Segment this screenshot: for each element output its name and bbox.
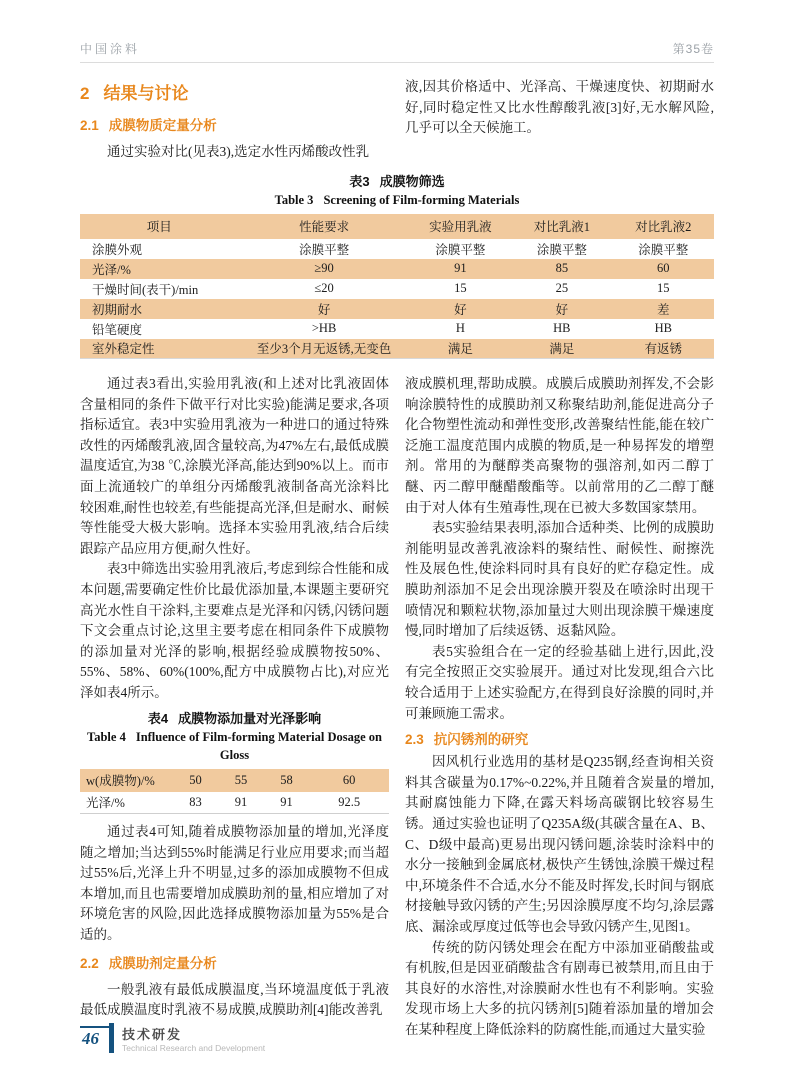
section-2-3-title: 抗闪锈剂的研究 xyxy=(433,732,529,748)
table4-title-en-line2: Gloss xyxy=(219,747,250,762)
intro-left-column xyxy=(80,63,389,163)
section-2-1-number: 2.1 xyxy=(80,118,99,133)
section-2-1-title: 成膜物质定量分析 xyxy=(108,118,217,133)
table-row: 初期耐水 好 好 好 差 xyxy=(80,299,714,319)
paragraph: 通过表4可知,随着成膜物添加量的增加,光泽度随之增加;当达到55%时能满足行业应用要求;而当超过55%后,光泽上升不明显,过多的添加成膜物不但成本增加,而且也需要增加成膜助剂的量,相应增加了对环境危害的风险,因此选择成膜物添加量为55%是合适的。 xyxy=(80,824,389,943)
section-2-title: 结果与讨论 xyxy=(103,84,189,103)
table3-block xyxy=(80,173,714,360)
section-2-number: 2 xyxy=(80,84,90,103)
section-2-2-title: 成膜助剂定量分析 xyxy=(108,955,217,971)
footer-section-cn: 技术研发 xyxy=(122,1026,183,1042)
journal-name: 中国涂料 xyxy=(80,42,141,56)
section-2-2-number: 2.2 xyxy=(80,955,99,971)
section-2-3-number: 2.3 xyxy=(405,732,424,748)
left-column xyxy=(80,374,389,1040)
section-2-heading xyxy=(80,79,389,104)
paragraph: 因风机行业选用的基材是Q235钢,经查询相关资料其含碳量为0.17%~0.22%,并且随着含炭量的增加,其耐腐蚀能力下降,在露天料场高碳钢比较容易生锈。通过实验也证明了Q235A级(其碳含量在A、B、C、D级中最高)更易出现闪锈问题,涂装时涂料中的水分一接触到金属底材,极快产生锈蚀,涂膜干燥过程中,环境条件不合适,水分不能及时挥发,长时间与钢底材接触导致闪锈的产生;另因涂膜厚度不均匀,涂层露底、漏涂或厚度过低等也会导致闪锈产生,见图1。 xyxy=(405,754,714,934)
table3 xyxy=(80,214,714,360)
table-row: 光泽/% 83 91 91 92.5 xyxy=(86,794,361,811)
paragraph: 表5实验组合在一定的经验基础上进行,因此,没有完全按照正交实验展开。通过对比发现,组合六比较合适用于上述实验配方,在得到良好涂膜的同时,并可兼顾施工需求。 xyxy=(405,643,714,721)
page-number: 46 xyxy=(80,1026,109,1051)
page-footer xyxy=(80,1023,265,1053)
table3-title-cn: 表3 成膜物筛选 xyxy=(349,173,445,189)
table-row: 铅笔硬度 >HB H HB HB xyxy=(92,321,672,337)
paragraph: 一般乳液有最低成膜温度,当环境温度低于乳液最低成膜温度时乳液不易成膜,成膜助剂[4]能改善乳 xyxy=(80,981,389,1018)
paragraph: 传统的防闪锈处理会在配方中添加亚硝酸盐或有机胺,但是因亚硝酸盐含有剧毒已被禁用,而且由于其良好的水溶性,对涂膜耐水性也有不利影响。实验发现市场上大多的抗闪锈剂[5]随着添加量的增加会在某种程度上降低涂料的防腐性能,而通过大量实验 xyxy=(405,939,714,1037)
section-2-3-heading xyxy=(405,728,714,748)
right-column xyxy=(405,374,714,1040)
table-row: 涂膜外观 涂膜平整 涂膜平整 涂膜平整 涂膜平整 xyxy=(92,242,689,257)
table3-header-row: 项目 性能要求 实验用乳液 对比乳液1 对比乳液2 xyxy=(80,214,714,239)
intro-right-column xyxy=(405,63,714,163)
table4-title-cn: 表4 成膜物添加量对光泽影响 xyxy=(147,710,322,726)
table3-title-en: Table 3 Screening of Film-forming Materials xyxy=(274,192,520,207)
paragraph: 液成膜机理,帮助成膜。成膜后成膜助剂挥发,不会影响涂膜特性的成膜助剂又称聚结助剂,能促进高分子化合物塑性流动和弹性变形,改善聚结性能,能在较广泛施工温度范围内成膜的物质,是一种易挥发的增塑剂。常用的为醚醇类高聚物的强溶剂,如丙二醇丁醚、丙二醇甲醚醋酸酯等。以前常用的乙二醇丁醚由于对人体有生殖毒性,现在已被大多数国家禁用。 xyxy=(405,376,714,515)
table-row: 室外稳定性 至少3个月无返锈,无变色 满足 满足 有返锈 xyxy=(80,339,714,359)
volume-label: 第35卷 xyxy=(672,42,714,56)
footer-section xyxy=(122,1024,265,1053)
table4 xyxy=(80,769,389,815)
main-row xyxy=(80,374,714,1040)
paragraph: 表5实验结果表明,添加合适种类、比例的成膜助剂能明显改善乳液涂料的聚结性、耐候性、耐擦洗性及展色性,使涂料同时具有良好的贮存稳定性。成膜助剂添加不足会出现涂膜开裂及在喷涂时出现干喷情况和颗粒状物,添加量过大则出现涂膜干燥速度慢,同时增加了后续返锈、返黏风险。 xyxy=(405,520,714,639)
table4-title-en: Table 4 Influence of Film-forming Material Dosage on xyxy=(87,729,382,744)
paragraph: 通过表3看出,实验用乳液(和上述对比乳液固体含量相同的条件下做平行对比实验)能满足要求,各项指标适宜。表3中实验用乳液为一种进口的通过特殊改性的丙烯酸乳液,固含量较高,为47%左右,最低成膜温度适宜,为38 ℃,涂膜光泽高,能达到90%以上。而市面上流通较广的单组分丙烯酸乳液制备高光涂料比较困难,耐性也较差,有些能提高光泽,但是耐水、耐候等性能受大极大影响。选择本实验用乳液,结合后续跟踪产品应用方便,耐久性好。 xyxy=(80,376,389,556)
table4-header-row: w(成膜物)/% 50 55 58 60 xyxy=(80,769,389,792)
footer-section-en: Technical Research and Development xyxy=(122,1042,266,1053)
paragraph: 液,因其价格适中、光泽高、干燥速度快、初期耐水好,同时稳定性又比水性醇酸乳液[3]好,无水解风险,几乎可以全天候施工。 xyxy=(405,79,714,136)
paragraph: 表3中筛选出实验用乳液后,考虑到综合性能和成本问题,需要确定性价比最优添加量,本课题主要研究高光水性自干涂料,主要难点是光泽和闪锈,闪锈问题下文会重点讨论,这里主要考虑在相同条件下成膜物的添加量对光泽的影响,根据经验成膜物按50%、55%、58%、60%(100%,配方中成膜物占比),对应光泽如表4所示。 xyxy=(80,561,389,700)
section-2-1-heading xyxy=(80,114,389,134)
table4-block xyxy=(80,710,389,815)
table-row: 干燥时间(表干)/min ≤20 15 25 15 xyxy=(92,281,670,297)
intro-row xyxy=(80,63,714,163)
running-header xyxy=(80,40,714,63)
paragraph: 通过实验对比(见表3),选定水性丙烯酸改性乳 xyxy=(107,144,370,159)
section-2-2-heading xyxy=(80,952,389,972)
table-row: 光泽/% ≥90 91 85 60 xyxy=(80,259,714,279)
footer-divider-bar xyxy=(109,1023,114,1053)
